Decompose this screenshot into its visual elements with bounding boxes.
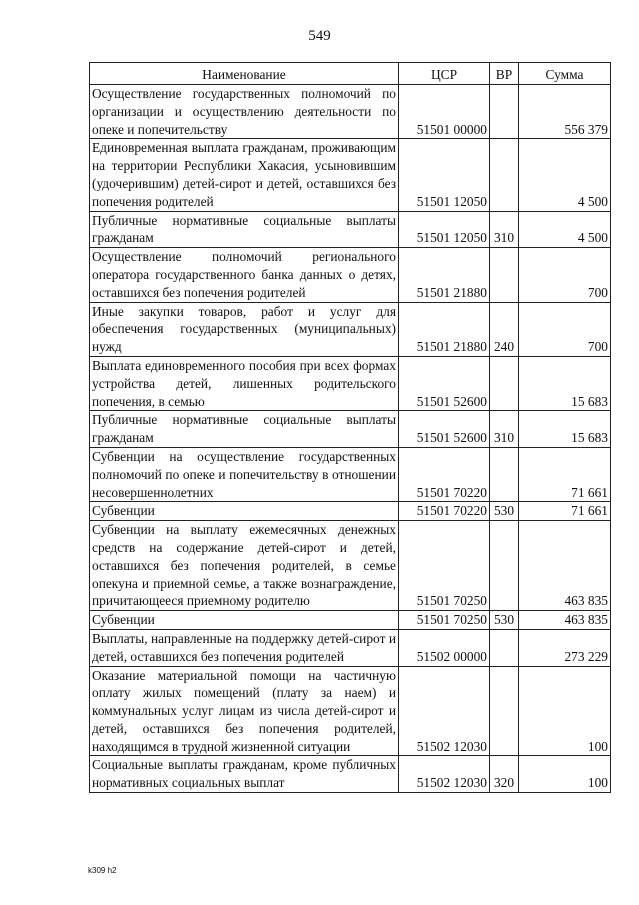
row-sum: 4 500 <box>519 211 611 248</box>
table-row <box>90 521 611 611</box>
row-vr: 240 <box>490 302 519 356</box>
table-row <box>90 139 611 211</box>
row-name: Субвенции <box>90 502 399 521</box>
row-vr <box>490 139 519 211</box>
row-csr: 51502 00000 <box>399 629 490 666</box>
row-csr: 51501 70250 <box>399 611 490 630</box>
row-sum: 100 <box>519 666 611 756</box>
row-sum: 700 <box>519 248 611 302</box>
header-vr: ВР <box>490 63 519 85</box>
table-header <box>90 63 611 85</box>
table-row <box>90 502 611 521</box>
table-row <box>90 85 611 139</box>
row-vr: 320 <box>490 756 519 793</box>
table-row <box>90 411 611 448</box>
table-row <box>90 211 611 248</box>
row-csr: 51502 12030 <box>399 756 490 793</box>
table-body <box>90 85 611 793</box>
row-sum: 100 <box>519 756 611 793</box>
row-name: Субвенции <box>90 611 399 630</box>
row-vr <box>490 629 519 666</box>
row-sum: 556 379 <box>519 85 611 139</box>
row-csr: 51501 12050 <box>399 139 490 211</box>
row-csr: 51501 70220 <box>399 502 490 521</box>
row-sum: 71 661 <box>519 447 611 501</box>
table-row <box>90 756 611 793</box>
row-name: Осуществление полномочий регионального оператора государственного банка данных о детях, оставшихся без попечения родителей <box>90 248 399 302</box>
table-row <box>90 629 611 666</box>
row-sum: 463 835 <box>519 521 611 611</box>
header-row <box>90 63 611 85</box>
row-name: Публичные нормативные социальные выплаты гражданам <box>90 211 399 248</box>
row-sum: 273 229 <box>519 629 611 666</box>
row-sum: 700 <box>519 302 611 356</box>
row-csr: 51501 00000 <box>399 85 490 139</box>
row-vr <box>490 521 519 611</box>
row-name: Социальные выплаты гражданам, кроме публичных нормативных социальных выплат <box>90 756 399 793</box>
row-vr <box>490 248 519 302</box>
page-number: 549 <box>308 28 331 44</box>
footer-document-code: k309 h2 <box>88 866 117 875</box>
row-vr <box>490 447 519 501</box>
row-name: Осуществление государственных полномочий по организации и осуществлению деятельности по опеке и попечительству <box>90 85 399 139</box>
row-vr: 530 <box>490 611 519 630</box>
row-sum: 15 683 <box>519 356 611 410</box>
row-vr <box>490 85 519 139</box>
row-csr: 51501 52600 <box>399 356 490 410</box>
row-name: Оказание материальной помощи на частичную оплату жилых помещений (плату за наем) и коммунальных услуг лицам из числа детей-сирот и детей, оставшихся без попечения родителей, находящимся в трудной жизненной ситуации <box>90 666 399 756</box>
row-sum: 463 835 <box>519 611 611 630</box>
row-csr: 51501 70250 <box>399 521 490 611</box>
row-sum: 15 683 <box>519 411 611 448</box>
row-name: Единовременная выплата гражданам, проживающим на территории Республики Хакасия, усыновившим (удочерившим) детей-сирот и детей, оставшихся без попечения родителей <box>90 139 399 211</box>
row-name: Выплаты, направленные на поддержку детей-сирот и детей, оставшихся без попечения родителей <box>90 629 399 666</box>
row-csr: 51501 70220 <box>399 447 490 501</box>
row-vr <box>490 356 519 410</box>
row-csr: 51502 12030 <box>399 666 490 756</box>
row-csr: 51501 21880 <box>399 248 490 302</box>
table-row <box>90 666 611 756</box>
table-row <box>90 248 611 302</box>
row-sum: 71 661 <box>519 502 611 521</box>
table-row <box>90 447 611 501</box>
row-vr: 310 <box>490 411 519 448</box>
row-vr: 310 <box>490 211 519 248</box>
row-csr: 51501 52600 <box>399 411 490 448</box>
row-vr <box>490 666 519 756</box>
row-csr: 51501 12050 <box>399 211 490 248</box>
row-name: Иные закупки товаров, работ и услуг для обеспечения государственных (муниципальных) нужд <box>90 302 399 356</box>
row-csr: 51501 21880 <box>399 302 490 356</box>
table-row <box>90 611 611 630</box>
row-name: Субвенции на выплату ежемесячных денежных средств на содержание детей-сирот и детей, оставшихся без попечения родителей, в семье опекуна и приемной семье, а также вознаграждение, причитающееся приемному родителю <box>90 521 399 611</box>
row-name: Субвенции на осуществление государственных полномочий по опеке и попечительству в отношении несовершеннолетних <box>90 447 399 501</box>
row-name: Публичные нормативные социальные выплаты гражданам <box>90 411 399 448</box>
table-row <box>90 356 611 410</box>
header-name: Наименование <box>90 63 399 85</box>
row-vr: 530 <box>490 502 519 521</box>
budget-table <box>89 62 611 793</box>
row-sum: 4 500 <box>519 139 611 211</box>
table-row <box>90 302 611 356</box>
header-csr: ЦСР <box>399 63 490 85</box>
row-name: Выплата единовременного пособия при всех формах устройства детей, лишенных родительского попечения, в семью <box>90 356 399 410</box>
header-sum: Сумма <box>519 63 611 85</box>
